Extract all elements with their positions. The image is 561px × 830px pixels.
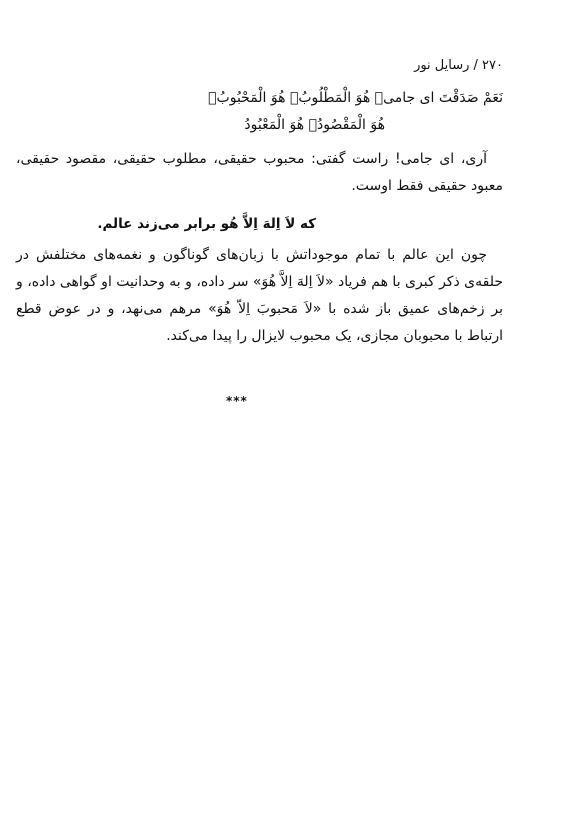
paragraph-1: آری، ای جامی! راست گفتی: محبوب حقیقی، مطلوب حقیقی، مقصود حقیقی، معبود حقیقی فقط اوست. [16,151,503,194]
poem-line-2: هُوَ الْمَقْصُودُؐ هُوَ الْمَعْبُودُ [244,117,385,133]
running-header: ۲۷۰ / رسایل نور [414,58,503,73]
section-heading: که لاَ اِلهَ اِلاَّ هُو برابر می‌زند عالم. [97,216,316,232]
paragraph-2: چون این عالم با تمام موجوداتش با زبان‌های گوناگون و نغمه‌های مختلفش در حلقه‌ی ذکر کبری با هم فریاد «لاَ اِلهَ اِلاَّ هُوَ» سر داده، و به وحدانیت او گواهی داده، و بر زخم‌های عمیق باز شده با «لاَ مَحبوبَ اِلاّ هُوَ» مرهم می‌نهد، و در عوض قطع ارتباط با محبوبان مجازی، یک محبوب لایزال را پیدا می‌کند. [16,247,503,344]
section-separator: *** [226,394,248,408]
poem-line-1: نَعَمْ صَدَقْتَ ای جامیؐ هُوَ الْمَطْلُوبُؐ هُوَ الْمَحْبُوبُؐ [208,90,503,106]
